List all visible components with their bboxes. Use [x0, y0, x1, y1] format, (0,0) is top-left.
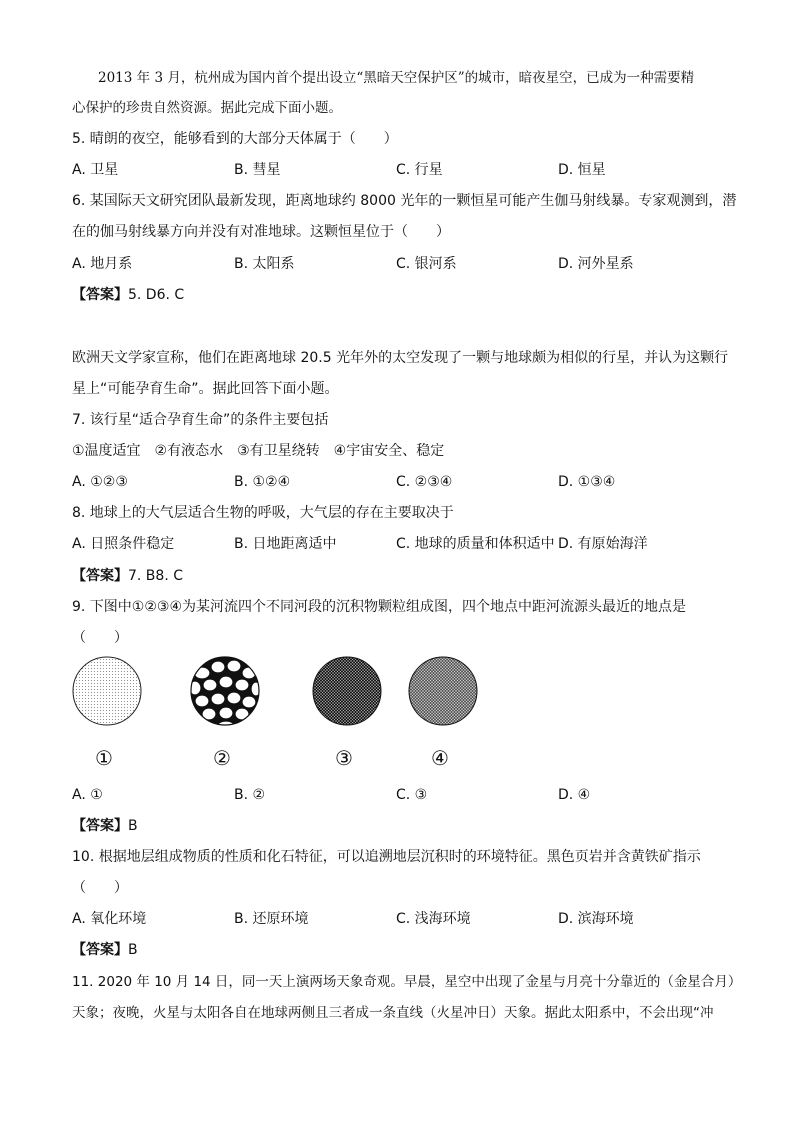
answer-tag: 【答案】	[72, 942, 128, 958]
sediment-circle-1	[73, 657, 141, 725]
answer-text: 5. D6. C	[128, 287, 185, 303]
q5-option-c[interactable]: C. 行星	[396, 162, 443, 178]
q10-stem-line2: （ ）	[72, 880, 128, 896]
q9-stem-line1: 9. 下图中①②③④为某河流四个不同河段的沉积物颗粒组成图，四个地点中距河流源头最近的地点是	[72, 599, 687, 615]
answer-7-8	[72, 566, 183, 586]
q6-stem-line2: 在的伽马射线暴方向并没有对准地球。这颗恒星位于（ ）	[72, 224, 450, 240]
q6-option-c[interactable]: C. 银河系	[396, 256, 457, 272]
passage2-line2: 星上“可能孕育生命”。据此回答下面小题。	[72, 381, 339, 397]
q9-option-b[interactable]: B. ②	[234, 787, 266, 803]
q8-option-c[interactable]: C. 地球的质量和体积适中	[396, 536, 555, 552]
q7-option-c[interactable]: C. ②③④	[396, 474, 453, 490]
answer-tag: 【答案】	[72, 568, 128, 584]
q11-stem-line2: 天象；夜晚，火星与太阳各自在地球两侧且三者成一条直线（火星冲日）天象。据此太阳系中，不会出现“冲	[72, 1005, 714, 1021]
q6-option-a[interactable]: A. 地月系	[72, 256, 133, 272]
answer-10	[72, 940, 138, 960]
q5-option-d[interactable]: D. 恒星	[558, 162, 606, 178]
answer-9	[72, 816, 138, 836]
passage1-line2: 心保护的珍贵自然资源。据此完成下面小题。	[72, 100, 342, 116]
q7-option-b[interactable]: B. ①②④	[234, 474, 291, 490]
q7-option-a[interactable]: A. ①②③	[72, 474, 128, 490]
sediment-circle-3	[313, 657, 381, 725]
q8-stem: 8. 地球上的大气层适合生物的呼吸，大气层的存在主要取决于	[72, 505, 454, 521]
q10-option-d[interactable]: D. 滨海环境	[558, 911, 634, 927]
q8-option-d[interactable]: D. 有原始海洋	[558, 536, 648, 552]
sediment-circle-2	[189, 657, 261, 729]
q10-option-b[interactable]: B. 还原环境	[234, 911, 309, 927]
q9-option-a[interactable]: A. ①	[72, 787, 103, 803]
q9-option-c[interactable]: C. ③	[396, 787, 428, 803]
figure-label-2: ②	[213, 746, 231, 770]
q7-option-d[interactable]: D. ①③④	[558, 474, 616, 490]
q11-stem-line1: 11. 2020 年 10 月 14 日，同一天上演两场天象奇观。早晨，星空中出现了金星与月亮十分靠近的（金星合月）	[72, 974, 742, 990]
q9-stem-line2: （ ）	[72, 630, 128, 646]
q7-stem: 7. 该行星“适合孕育生命”的条件主要包括	[72, 412, 329, 428]
q10-option-c[interactable]: C. 浅海环境	[396, 911, 471, 927]
passage2-line1: 欧洲天文学家宣称，他们在距离地球 20.5 光年外的太空发现了一颗与地球颇为相似的行星，并认为这颗行	[72, 350, 729, 366]
answer-text: B	[128, 942, 138, 958]
q6-option-b[interactable]: B. 太阳系	[234, 256, 295, 272]
q6-stem-line1: 6. 某国际天文研究团队最新发现，距离地球约 8000 光年的一颗恒星可能产生伽马射线暴。专家观测到，潜	[72, 193, 737, 209]
answer-tag: 【答案】	[72, 287, 128, 303]
figure-label-4: ④	[431, 746, 449, 770]
q9-option-d[interactable]: D. ④	[558, 787, 591, 803]
q6-option-d[interactable]: D. 河外星系	[558, 256, 634, 272]
answer-5-6	[72, 285, 184, 305]
q10-option-a[interactable]: A. 氧化环境	[72, 911, 147, 927]
answer-text: B	[128, 818, 138, 834]
figure-label-3: ③	[335, 746, 353, 770]
sediment-circle-4	[409, 657, 477, 725]
q10-stem-line1: 10. 根据地层组成物质的性质和化石特征，可以追溯地层沉积时的环境特征。黑色页岩并含黄铁矿指示	[72, 849, 701, 865]
passage1-line1: 2013 年 3 月，杭州成为国内首个提出设立“黑暗天空保护区”的城市，暗夜星空，已成为一种需要精	[98, 70, 695, 86]
sediment-figure	[60, 655, 480, 745]
answer-tag: 【答案】	[72, 818, 128, 834]
q8-option-a[interactable]: A. 日照条件稳定	[72, 536, 175, 552]
q5-option-b[interactable]: B. 彗星	[234, 162, 281, 178]
q5-stem: 5. 晴朗的夜空，能够看到的大部分天体属于（ ）	[72, 131, 398, 147]
q5-option-a[interactable]: A. 卫星	[72, 162, 119, 178]
figure-label-1: ①	[95, 746, 113, 770]
answer-text: 7. B8. C	[128, 568, 183, 584]
q8-option-b[interactable]: B. 日地距离适中	[234, 536, 337, 552]
q7-items: ①温度适宜 ②有液态水 ③有卫星绕转 ④宇宙安全、稳定	[72, 443, 445, 459]
